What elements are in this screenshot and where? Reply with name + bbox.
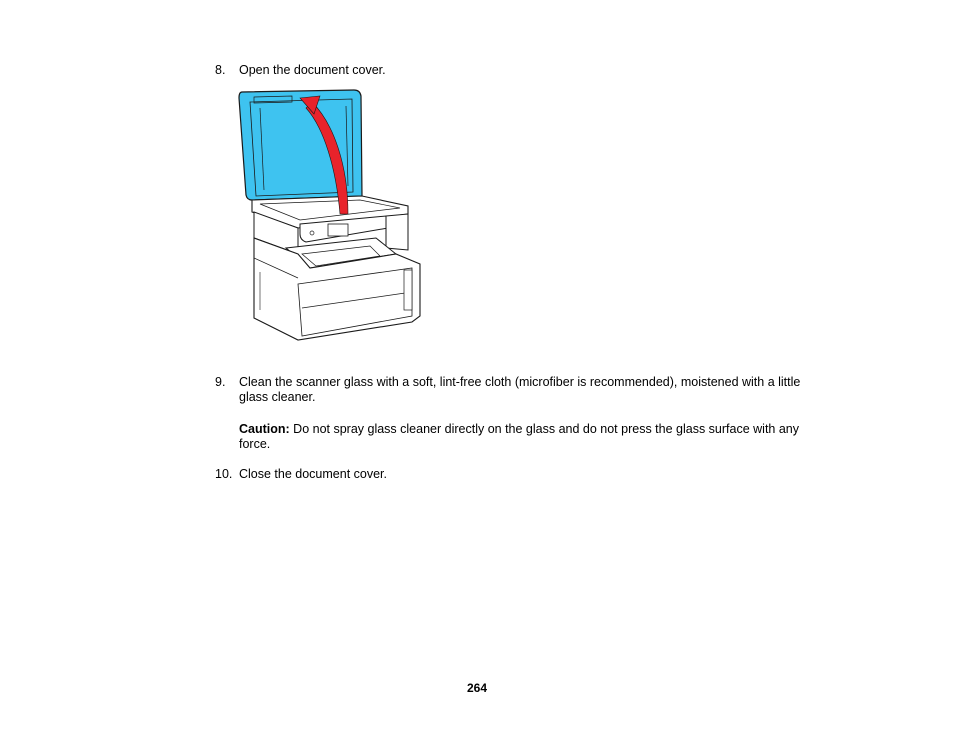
page-number: 264: [466, 681, 488, 695]
caution-label: Caution:: [239, 422, 290, 436]
step-number: 9.: [215, 375, 226, 389]
step-number: 10.: [215, 467, 233, 481]
step-text: Clean the scanner glass with a soft, lint-free cloth (microfiber is recommended), moistened with a little glass cleaner.: [239, 375, 801, 404]
caution-note: [239, 422, 809, 452]
step-text: Close the document cover.: [239, 467, 387, 481]
step-text: Open the document cover.: [239, 63, 386, 77]
caution-text: Do not spray glass cleaner directly on the glass and do not press the glass surface with any force.: [239, 422, 799, 451]
printer-open-cover-illustration: [236, 88, 426, 344]
step-number: 8.: [215, 63, 226, 77]
